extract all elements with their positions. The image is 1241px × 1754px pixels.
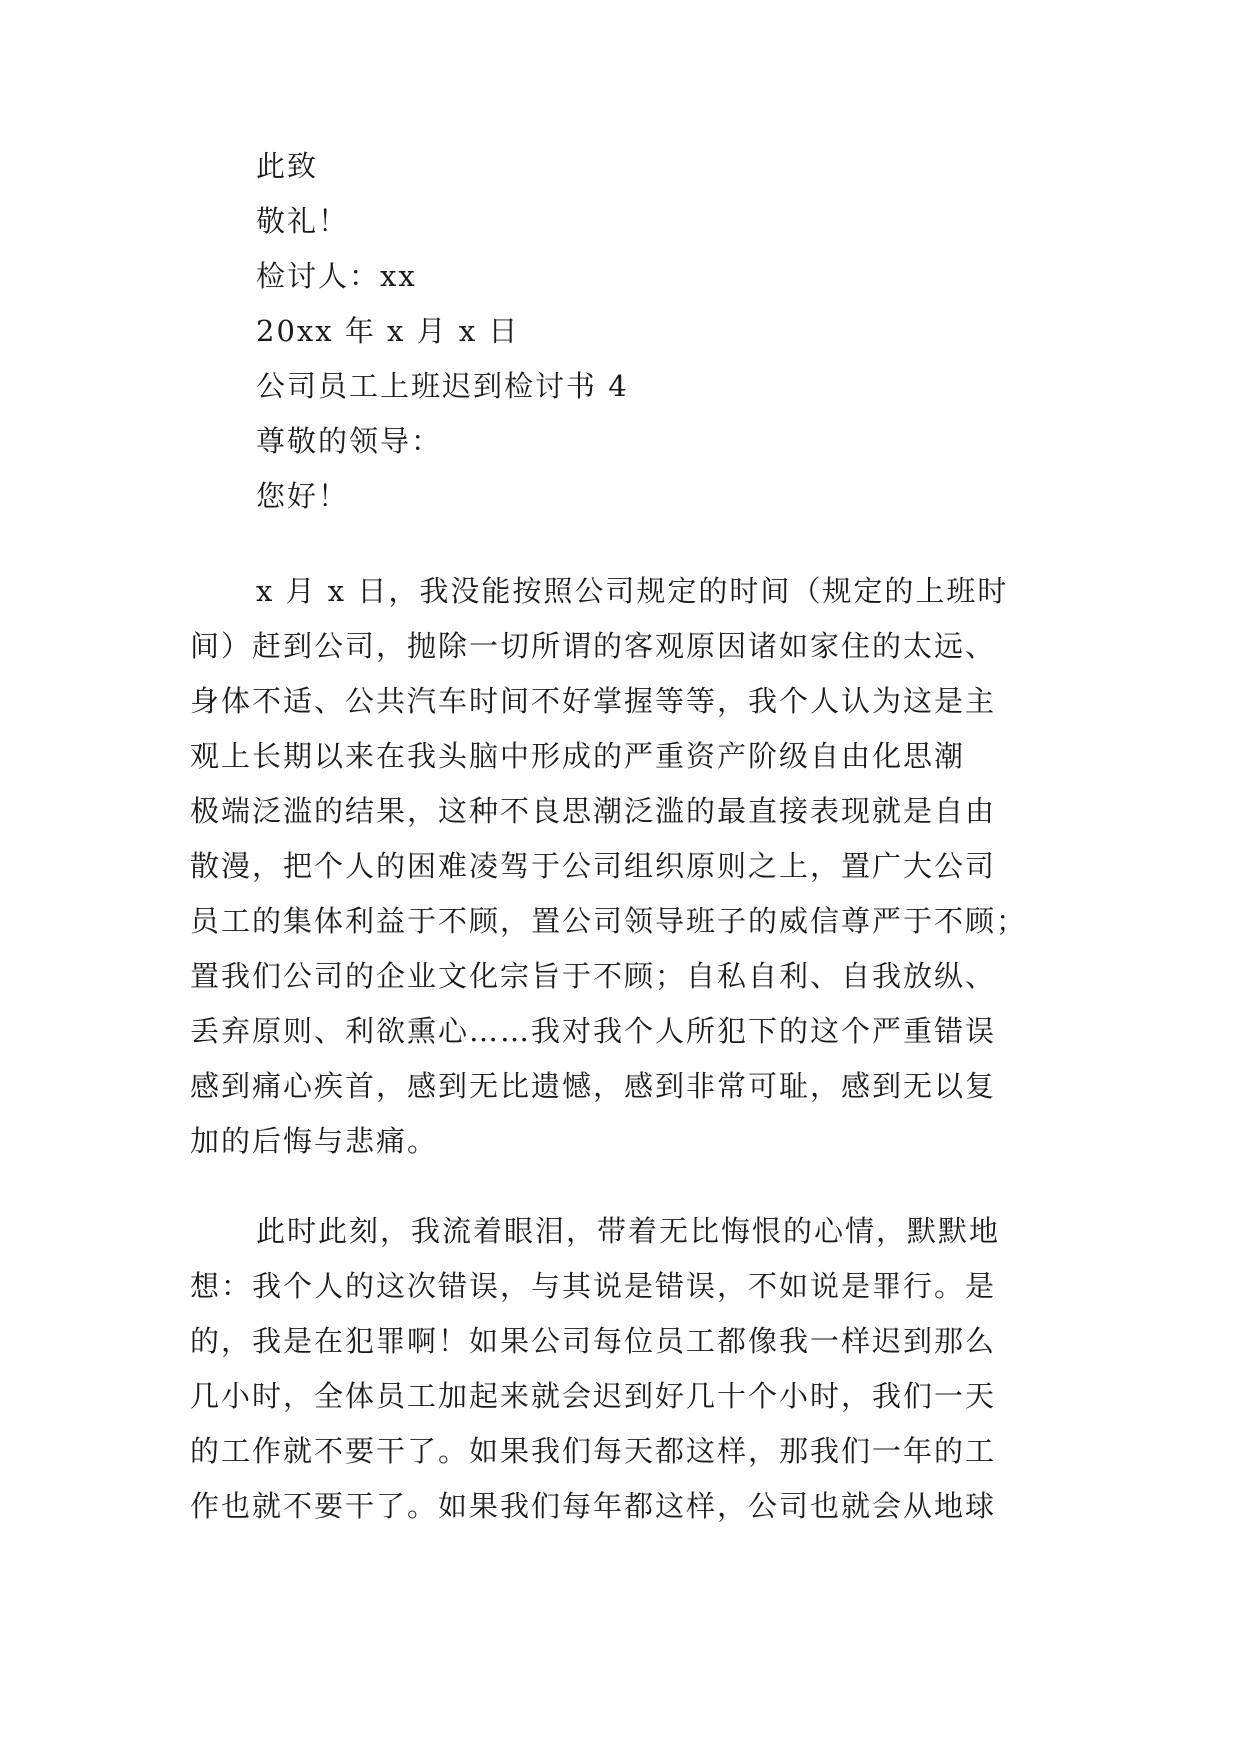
salutation: 尊敬的领导： xyxy=(256,424,443,458)
section-title: 公司员工上班迟到检讨书 4 xyxy=(256,369,629,403)
greeting: 您好！ xyxy=(256,479,350,513)
paragraph1-line: 间）赶到公司，抛除一切所谓的客观原因诸如家住的太远、 xyxy=(190,629,997,663)
paragraph1-line: 员工的集体利益于不顾，置公司领导班子的威信尊严于不顾； xyxy=(190,904,1028,938)
paragraph2-line: 想：我个人的这次错误，与其说是错误，不如说是罪行。是 xyxy=(190,1269,997,1303)
closing-ci-zhi: 此致 xyxy=(256,149,319,183)
paragraph1-line: 丢弃原则、利欲熏心……我对我个人所犯下的这个严重错误 xyxy=(190,1014,997,1048)
closing-jing-li: 敬礼！ xyxy=(256,204,350,238)
paragraph2-line: 的，我是在犯罪啊！如果公司每位员工都像我一样迟到那么 xyxy=(190,1324,997,1358)
paragraph1-line: 观上长期以来在我头脑中形成的严重资产阶级自由化思潮 xyxy=(190,739,966,773)
paragraph1-line: 身体不适、公共汽车时间不好掌握等等，我个人认为这是主 xyxy=(190,684,997,718)
paragraph1-line: 加的后悔与悲痛。 xyxy=(190,1124,439,1158)
paragraph2-line: 几小时，全体员工加起来就会迟到好几十个小时，我们一天 xyxy=(190,1379,997,1413)
paragraph1-line: 感到痛心疾首，感到无比遗憾，感到非常可耻，感到无以复 xyxy=(190,1069,997,1103)
paragraph2-line: 作也就不要干了。如果我们每年都这样，公司也就会从地球 xyxy=(190,1489,997,1523)
paragraph1-line: 置我们公司的企业文化宗旨于不顾；自私自利、自我放纵、 xyxy=(190,959,997,993)
paragraph2-line: 此时此刻，我流着眼泪，带着无比悔恨的心情，默默地 xyxy=(256,1214,1001,1248)
date-line: 20xx 年 x 月 x 日 xyxy=(256,314,520,348)
signer-line: 检讨人：xx xyxy=(256,259,417,293)
paragraph2-line: 的工作就不要干了。如果我们每天都这样，那我们一年的工 xyxy=(190,1434,997,1468)
paragraph1-line: 散漫，把个人的困难凌驾于公司组织原则之上，置广大公司 xyxy=(190,849,997,883)
paragraph1-line: 极端泛滥的结果，这种不良思潮泛滥的最直接表现就是自由 xyxy=(190,794,997,828)
paragraph1-line: x 月 x 日，我没能按照公司规定的时间（规定的上班时 xyxy=(256,574,1009,608)
